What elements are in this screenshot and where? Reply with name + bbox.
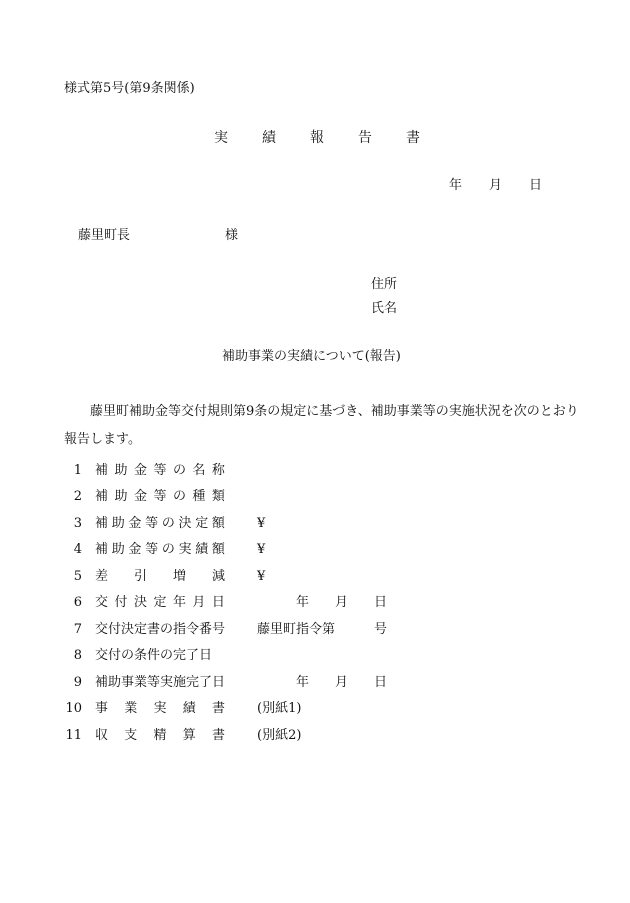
item-label-char: 減 [211, 569, 225, 584]
item-label-char: 月 [192, 595, 206, 610]
item-label-char: 支 [124, 728, 138, 743]
item-number: 6 [73, 595, 82, 610]
item-label-char: 書 [211, 728, 225, 743]
address-label: 住所 [371, 277, 398, 292]
report-date [449, 179, 569, 192]
item-label-char: 事 [95, 701, 109, 716]
item-label-char: 実 [178, 542, 192, 557]
item-label-char: の [161, 516, 175, 531]
item-label-char: 助 [111, 516, 125, 531]
body-text: 藤里町補助金等交付規則第9条の規定に基づき、補助事業等の実施状況を次のとおり報告します。 [64, 404, 579, 447]
item-label-char: 等 [145, 516, 159, 531]
item-number: 5 [73, 569, 82, 584]
item-label [95, 564, 225, 590]
item-label [95, 537, 225, 563]
list-item [64, 458, 584, 484]
item-label-char: 金 [133, 489, 147, 504]
item-label-char: 定 [195, 516, 209, 531]
item-label-char: 業 [124, 701, 138, 716]
item-number: 7 [73, 622, 82, 637]
item-number: 8 [73, 648, 82, 663]
item-label-char: 年 [172, 595, 186, 610]
item-label-char: 名 [192, 463, 206, 478]
item-value: ¥ [257, 542, 266, 557]
item-number: 2 [73, 489, 82, 504]
item-number: 9 [73, 675, 82, 690]
list-item [64, 484, 584, 510]
item-number: 3 [73, 516, 82, 531]
item-number: 11 [65, 728, 82, 743]
item-label-char: 付 [114, 595, 128, 610]
item-number: 4 [73, 542, 82, 557]
item-label: 交付の条件の完了日 [95, 648, 213, 663]
item-value: 年 月 日 [296, 675, 388, 690]
item-label-char: 収 [95, 728, 109, 743]
item-label-char: 補 [95, 542, 109, 557]
item-label-char: 補 [95, 463, 109, 478]
name-label: 氏名 [371, 301, 398, 316]
title-char: 報 [310, 130, 324, 146]
item-label-char: 金 [128, 542, 142, 557]
item-label [95, 696, 225, 722]
list-item [64, 511, 584, 537]
list-item [64, 643, 584, 669]
item-label-char: 補 [95, 516, 109, 531]
item-label-char: 等 [145, 542, 159, 557]
item-label-char: 増 [172, 569, 186, 584]
item-label [95, 511, 225, 537]
item-label-char: 績 [182, 701, 196, 716]
item-label-char: 引 [133, 569, 147, 584]
item-label [95, 458, 225, 484]
item-value: 藤里町指令第 号 [257, 622, 388, 637]
item-label-char: 助 [114, 463, 128, 478]
title-char: 告 [358, 130, 372, 146]
item-value: 年 月 日 [296, 595, 388, 610]
item-label-char: 等 [153, 489, 167, 504]
item-label-char: 定 [153, 595, 167, 610]
item-label-char: 助 [111, 542, 125, 557]
list-item [64, 590, 584, 616]
date-year: 年 [449, 178, 463, 193]
item-label-char: 精 [153, 728, 167, 743]
item-label-char: の [161, 542, 175, 557]
item-label-char: 実 [153, 701, 167, 716]
item-label-char: 書 [211, 701, 225, 716]
addressee-honorific: 様 [225, 228, 239, 243]
item-label-char: 日 [211, 595, 225, 610]
title-char: 績 [262, 130, 276, 146]
item-label-char: 金 [133, 463, 147, 478]
item-label-char: 差 [95, 569, 109, 584]
item-label-char: 助 [114, 489, 128, 504]
item-label-char: 額 [211, 542, 225, 557]
item-label-char: 種 [192, 489, 206, 504]
list-item [64, 670, 584, 696]
date-day: 日 [529, 178, 543, 193]
item-label-char: 交 [95, 595, 109, 610]
item-value: ¥ [257, 569, 266, 584]
item-label-char: の [172, 463, 186, 478]
item-label-char: 称 [211, 463, 225, 478]
item-label: 交付決定書の指令番号 [95, 622, 226, 637]
list-item [64, 617, 584, 643]
item-label [95, 590, 225, 616]
item-value: ¥ [257, 516, 266, 531]
subject-line: 補助事業の実績について(報告) [222, 349, 401, 364]
list-item [64, 537, 584, 563]
title-char: 書 [406, 130, 420, 146]
item-label-char: 決 [178, 516, 192, 531]
document-title [214, 131, 454, 145]
item-label-char: 補 [95, 489, 109, 504]
item-label-char: 等 [153, 463, 167, 478]
item-value: (別紙2) [257, 728, 302, 743]
form-number: 様式第5号(第9条関係) [64, 81, 195, 96]
item-label-char: 績 [195, 542, 209, 557]
item-label-char: の [172, 489, 186, 504]
item-number: 10 [65, 701, 82, 716]
item-label-char: 金 [128, 516, 142, 531]
item-label-char: 算 [182, 728, 196, 743]
list-item [64, 696, 584, 722]
list-item [64, 723, 584, 749]
list-item [64, 564, 584, 590]
item-number: 1 [73, 463, 82, 478]
title-char: 実 [214, 130, 228, 146]
item-label [95, 723, 225, 749]
item-label: 補助事業等実施完了日 [95, 675, 226, 690]
item-label [95, 484, 225, 510]
date-month: 月 [489, 178, 503, 193]
item-label-char: 決 [133, 595, 147, 610]
item-label-char: 類 [211, 489, 225, 504]
addressee: 藤里町長 [78, 228, 131, 243]
item-label-char: 額 [211, 516, 225, 531]
item-value: (別紙1) [257, 701, 302, 716]
